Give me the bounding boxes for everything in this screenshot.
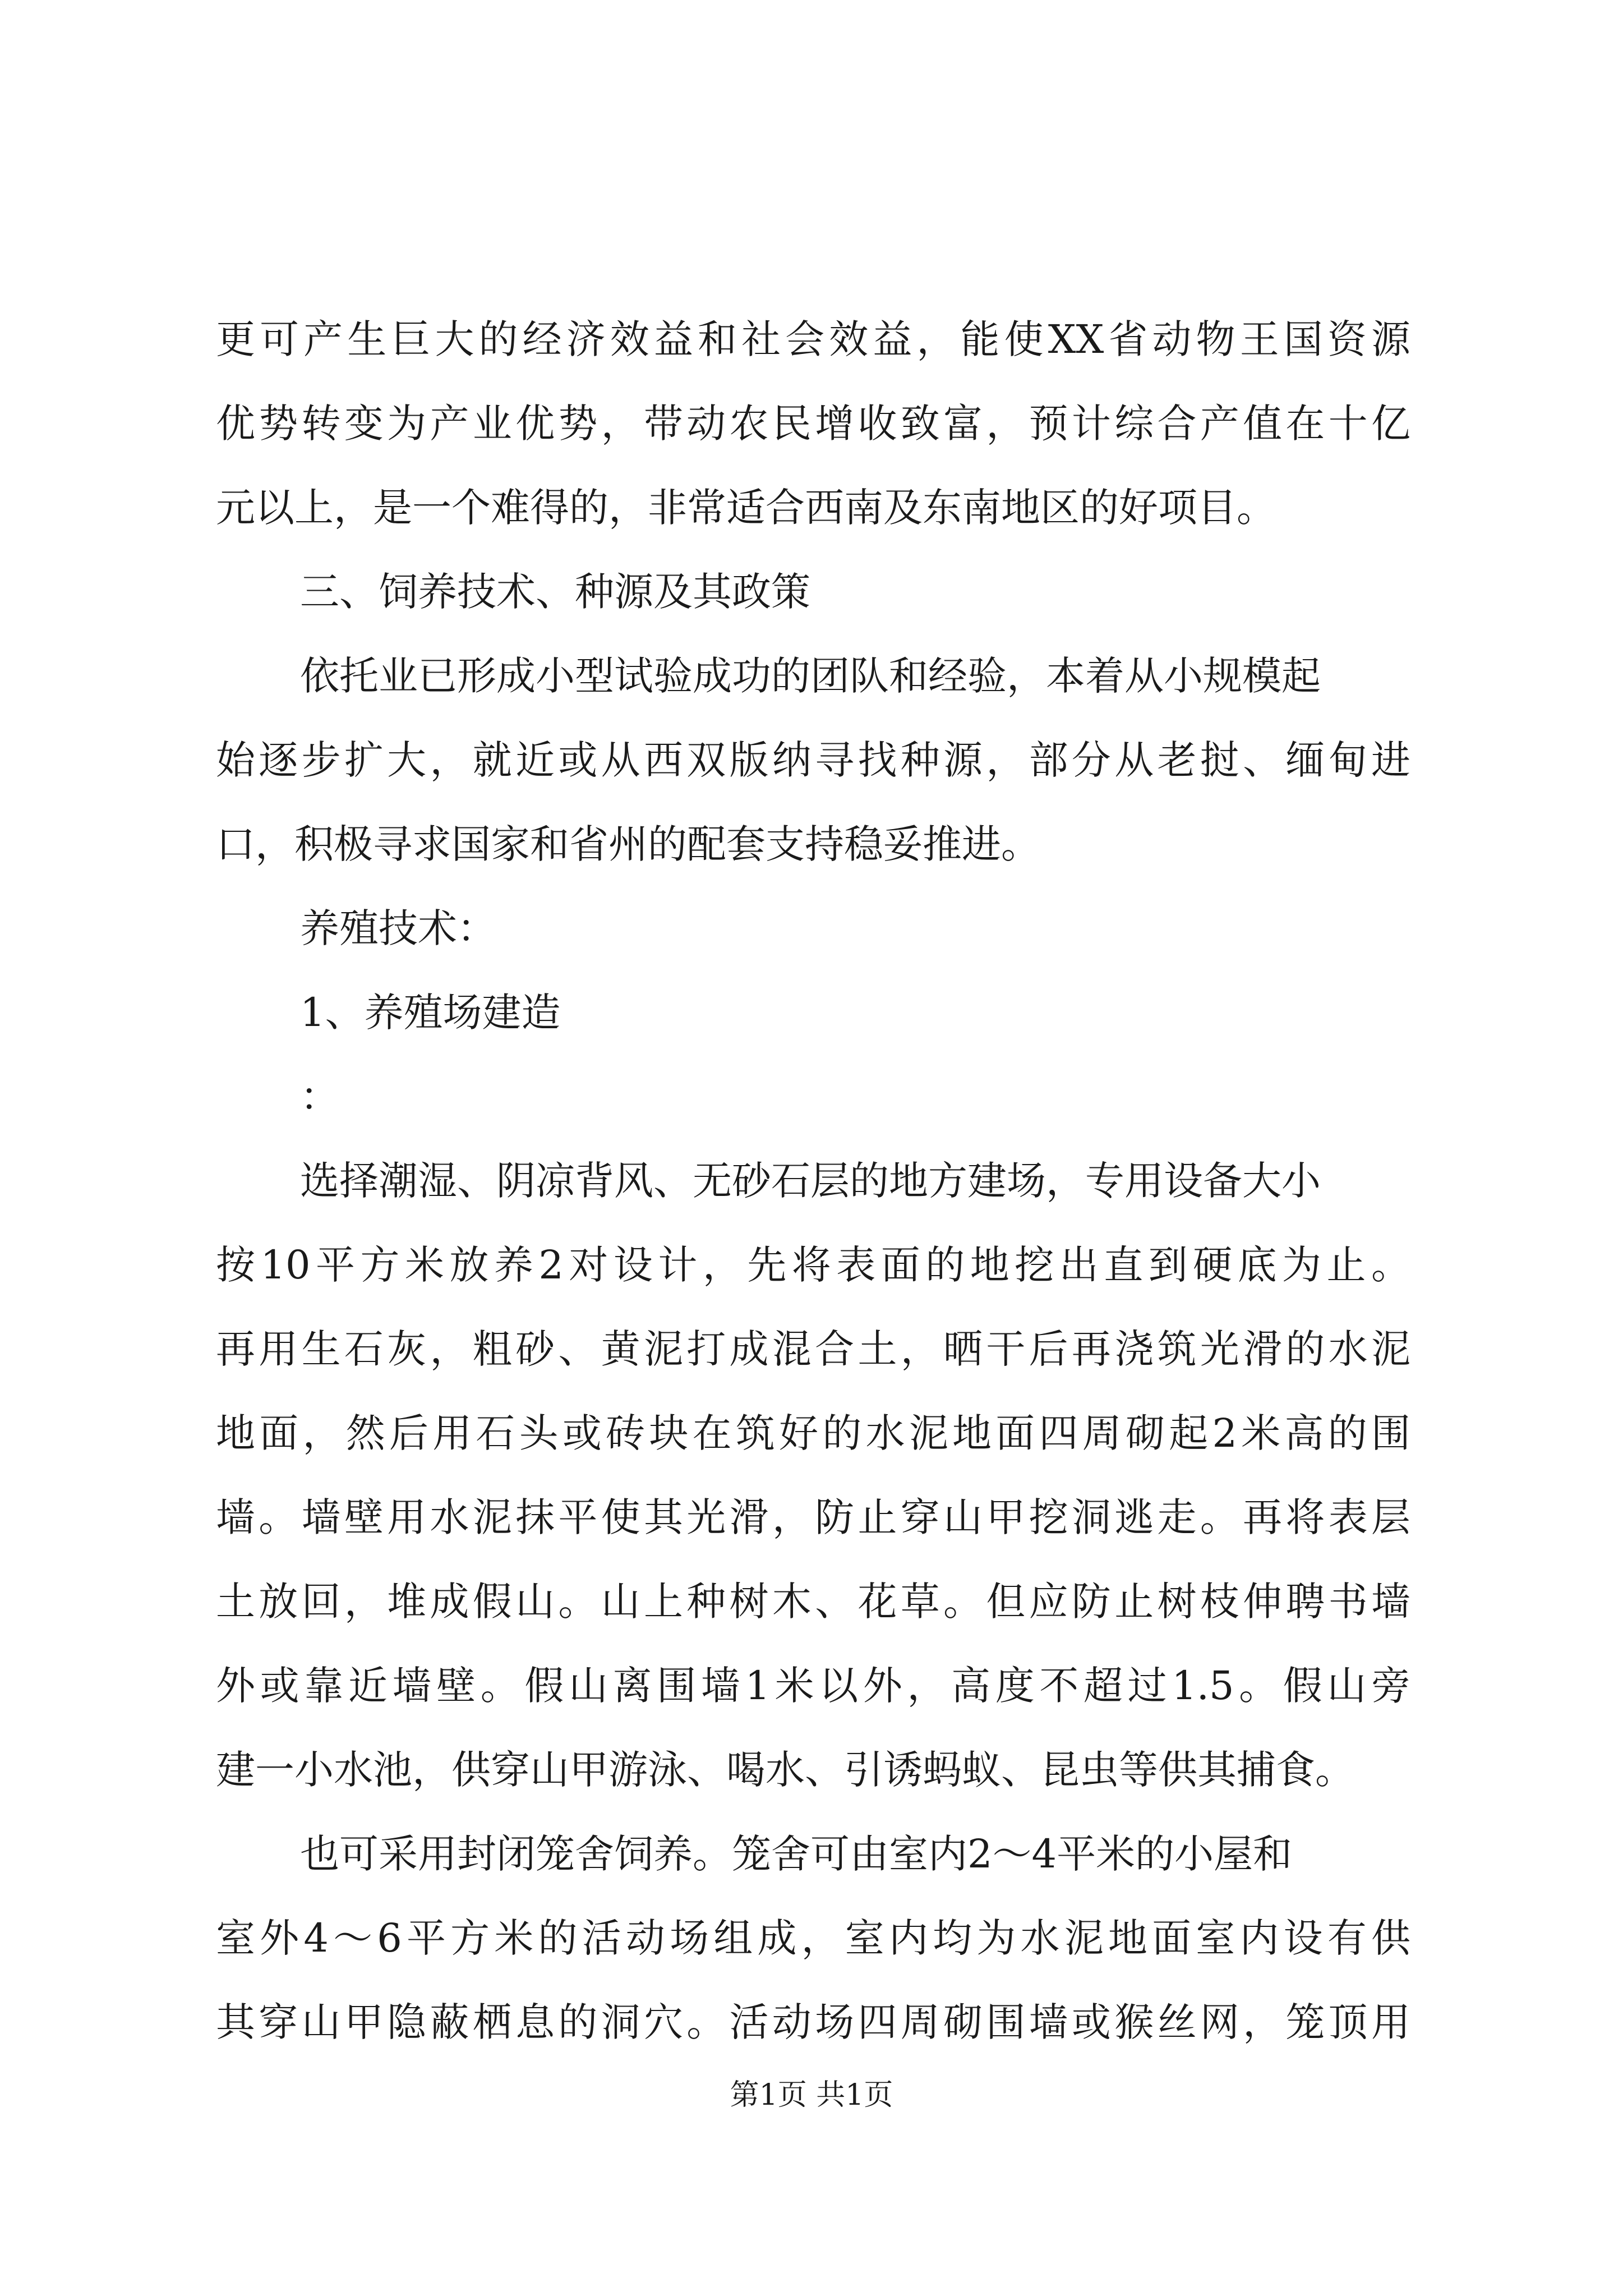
- subheading-breeding-technique: 养殖技术：: [300, 905, 496, 951]
- body-line-15: 墙。墙壁用水泥抹平使其光滑，防止穿山甲挖洞逃走。再将表层: [216, 1494, 1410, 1540]
- section-heading: 三、饲养技术、种源及其政策: [300, 569, 810, 615]
- body-line-5: 依托业已形成小型试验成功的团队和经验，本着从小规模起: [300, 653, 1321, 699]
- body-line-16: 土放回，堆成假山。山上种树木、花草。但应防止树枝伸聘书墙: [216, 1579, 1410, 1625]
- page-footer: 第1页 共1页: [730, 2078, 893, 2112]
- body-line-14: 地面，然后用石头或砖块在筑好的水泥地面四周砌起2米高的围: [216, 1410, 1410, 1456]
- body-line-7: 口，积极寻求国家和省州的配套支持稳妥推进。: [216, 821, 1040, 867]
- body-line-2: 优势转变为产业优势，带动农民增收致富，预计综合产值在十亿: [216, 401, 1410, 447]
- body-line-11: 选择潮湿、阴凉背风、无砂石层的地方建场，专用设备大小: [300, 1158, 1321, 1204]
- body-line-20: 室外4～6平方米的活动场组成，室内均为水泥地面室内设有供: [216, 1915, 1410, 1961]
- body-line-6: 始逐步扩大，就近或从西双版纳寻找种源，部分从老挝、缅甸进: [216, 737, 1410, 783]
- body-line-12: 按10平方米放养2对设计，先将表面的地挖出直到硬底为止。: [216, 1242, 1410, 1288]
- body-line-21: 其穿山甲隐蔽栖息的洞穴。活动场四周砌围墙或猴丝网，笼顶用: [216, 1999, 1410, 2045]
- subheading-farm-construction: 1、养殖场建造: [300, 990, 561, 1036]
- body-line-1: 更可产生巨大的经济效益和社会效益，能使XX省动物王国资源: [216, 316, 1410, 362]
- body-line-13: 再用生石灰，粗砂、黄泥打成混合土，晒干后再浇筑光滑的水泥: [216, 1326, 1410, 1372]
- body-line-3: 元以上，是一个难得的，非常适合西南及东南地区的好项目。: [216, 485, 1276, 531]
- body-line-17: 外或靠近墙壁。假山离围墙1米以外，高度不超过1.5。假山旁: [216, 1663, 1410, 1709]
- body-line-18: 建一小水池，供穿山甲游泳、喝水、引诱蚂蚁、昆虫等供其捕食。: [216, 1747, 1354, 1793]
- colon-line: ：: [300, 1074, 339, 1120]
- body-line-19: 也可采用封闭笼舍饲养。笼舍可由室内2～4平米的小屋和: [300, 1831, 1293, 1877]
